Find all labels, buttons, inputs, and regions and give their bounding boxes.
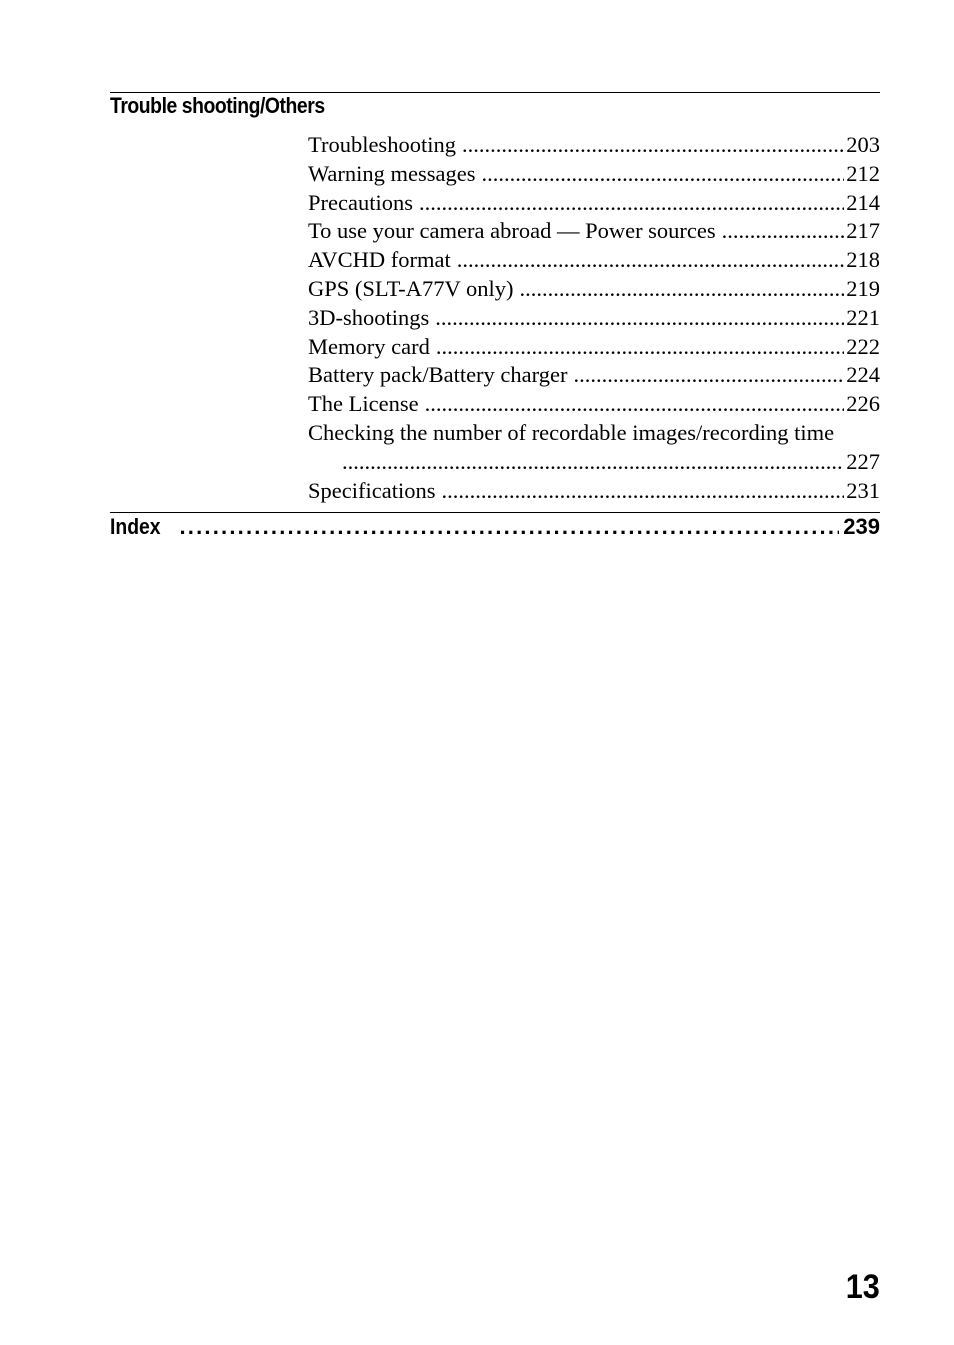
toc-entry-label: Checking the number of recordable images/recording time (308, 419, 835, 445)
toc-entry-label: Specifications (308, 477, 436, 503)
index-page: 239 (843, 514, 880, 539)
toc-entry-index[interactable] (110, 514, 880, 540)
index-top-rule (110, 512, 880, 513)
toc-entry-label: Battery pack/Battery charger (308, 362, 568, 388)
toc-entry-label: Memory card (308, 333, 430, 359)
toc-entry-specifications[interactable] (308, 477, 880, 506)
toc-entry-troubleshooting[interactable] (308, 131, 880, 160)
dot-leader (436, 333, 844, 362)
toc-entry-page: 227 (846, 448, 880, 474)
toc-list (308, 131, 880, 505)
dot-leader (342, 448, 844, 477)
toc-entry-page: 212 (846, 160, 880, 186)
toc-entry-label: Precautions (308, 189, 413, 215)
dot-leader (573, 361, 844, 390)
dot-leader (482, 160, 845, 189)
index-label: Index (110, 514, 161, 539)
dot-leader (441, 477, 844, 506)
toc-entry-label: Troubleshooting (308, 132, 456, 157)
toc-entry-label: AVCHD format (308, 247, 451, 273)
toc-entry-label: 3D-shootings (308, 304, 430, 330)
toc-entry-page: 214 (846, 189, 880, 215)
toc-entry-page: 231 (846, 477, 880, 503)
toc-entry-label: GPS (SLT-A77V only) (308, 275, 514, 301)
dot-leader (419, 189, 844, 218)
dot-leader (425, 390, 845, 419)
toc-entry-battery[interactable] (308, 361, 880, 390)
toc-entry-page: 222 (846, 333, 880, 359)
toc-entry-page: 219 (846, 275, 880, 301)
dot-leader (519, 275, 844, 304)
dot-leader (722, 217, 845, 246)
toc-entry-page: 217 (846, 218, 880, 244)
toc-entry-3d-shootings[interactable] (308, 304, 880, 333)
toc-entry-page: 221 (846, 304, 880, 330)
toc-entry-license[interactable] (308, 390, 880, 419)
dot-leader (462, 131, 844, 160)
dot-leader (457, 246, 845, 275)
toc-entry-recordable-images[interactable] (308, 419, 880, 448)
toc-entry-page: 218 (846, 247, 880, 273)
toc-entry-label: Warning messages (308, 160, 476, 186)
toc-entry-avchd-format[interactable] (308, 246, 880, 275)
toc-entry-precautions[interactable] (308, 189, 880, 218)
toc-entry-recordable-images-continued[interactable] (308, 448, 880, 477)
section-title: Trouble shooting/Others (110, 93, 325, 118)
toc-entry-memory-card[interactable] (308, 333, 880, 362)
toc-entry-page: 226 (846, 391, 880, 417)
toc-entry-label: The License (308, 391, 419, 417)
toc-entry-gps[interactable] (308, 275, 880, 304)
toc-entry-label: To use your camera abroad — Power sources (308, 218, 716, 244)
toc-entry-warning-messages[interactable] (308, 160, 880, 189)
toc-entry-page: 224 (846, 362, 880, 388)
toc-entry-power-sources[interactable] (308, 217, 880, 246)
dot-leader (435, 304, 844, 333)
toc-entry-page: 203 (846, 132, 880, 157)
page-number: 13 (845, 1268, 880, 1306)
dot-leader (179, 514, 839, 540)
